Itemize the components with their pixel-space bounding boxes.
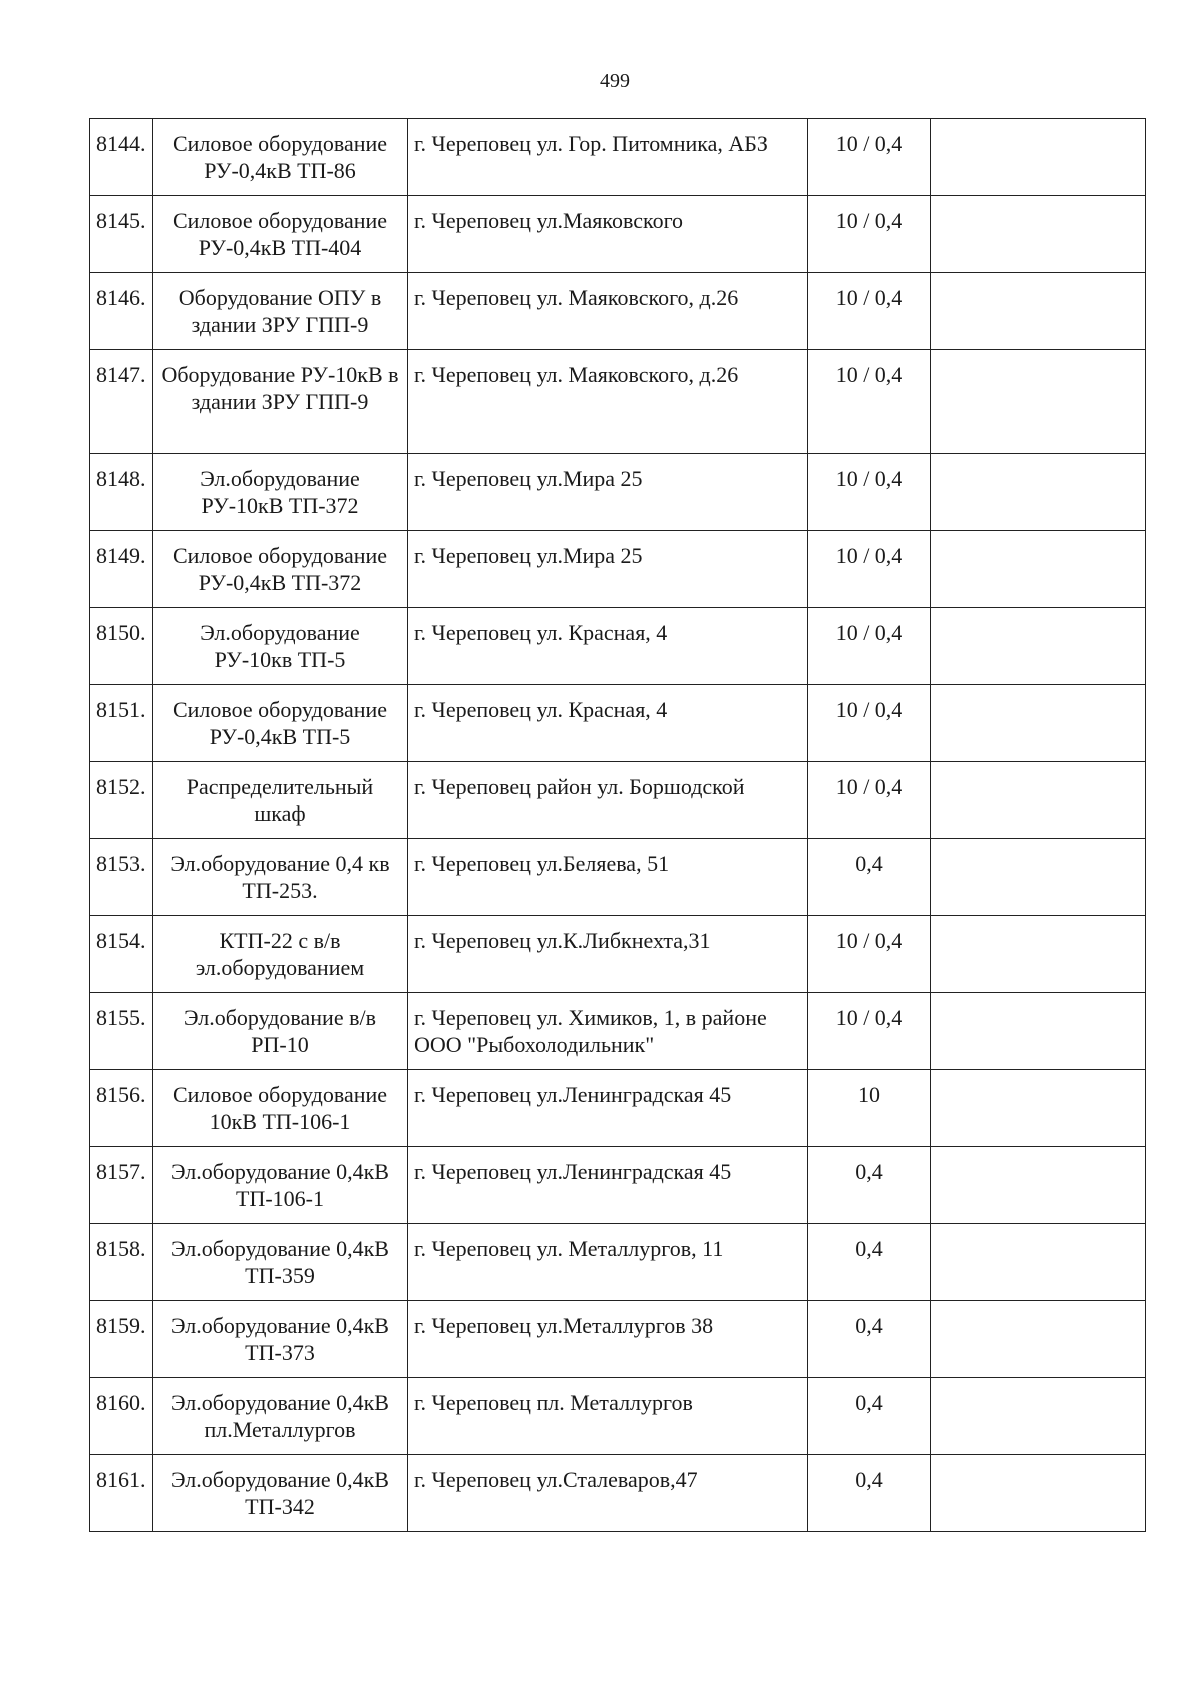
- address-cell: г. Череповец ул.Беляева, 51: [408, 839, 808, 916]
- row-number-cell: 8150.: [90, 608, 153, 685]
- table-row: [90, 993, 1146, 1070]
- equipment-name-cell: Эл.оборудование 0,4кВ пл.Металлургов: [153, 1378, 408, 1455]
- table-row: [90, 1147, 1146, 1224]
- table-row: [90, 839, 1146, 916]
- address-cell: г. Череповец ул. Красная, 4: [408, 685, 808, 762]
- equipment-name-cell: Эл.оборудование в/в РП-10: [153, 993, 408, 1070]
- table-row: [90, 762, 1146, 839]
- voltage-cell: 10 / 0,4: [808, 531, 931, 608]
- voltage-cell: 10 / 0,4: [808, 993, 931, 1070]
- voltage-cell: 10 / 0,4: [808, 762, 931, 839]
- table-row: [90, 196, 1146, 273]
- voltage-cell: 0,4: [808, 1147, 931, 1224]
- equipment-name-cell: Распределительный шкаф: [153, 762, 408, 839]
- extra-cell: [931, 454, 1146, 531]
- extra-cell: [931, 273, 1146, 350]
- extra-cell: [931, 839, 1146, 916]
- voltage-cell: 10 / 0,4: [808, 273, 931, 350]
- voltage-cell: 10 / 0,4: [808, 685, 931, 762]
- voltage-cell: 10 / 0,4: [808, 916, 931, 993]
- equipment-name-cell: Силовое оборудование РУ-0,4кВ ТП-372: [153, 531, 408, 608]
- extra-cell: [931, 1301, 1146, 1378]
- equipment-table: [89, 118, 1146, 1532]
- table-row: [90, 608, 1146, 685]
- voltage-cell: 10 / 0,4: [808, 196, 931, 273]
- row-number-cell: 8154.: [90, 916, 153, 993]
- address-cell: г. Череповец ул.Ленинградская 45: [408, 1147, 808, 1224]
- table-row: [90, 119, 1146, 196]
- extra-cell: [931, 762, 1146, 839]
- address-cell: г. Череповец ул.Мира 25: [408, 531, 808, 608]
- voltage-cell: 0,4: [808, 1301, 931, 1378]
- table-row: [90, 685, 1146, 762]
- table-row: [90, 1224, 1146, 1301]
- address-cell: г. Череповец ул.Ленинградская 45: [408, 1070, 808, 1147]
- voltage-cell: 0,4: [808, 1455, 931, 1532]
- voltage-cell: 10 / 0,4: [808, 350, 931, 454]
- table-row: [90, 1378, 1146, 1455]
- extra-cell: [931, 993, 1146, 1070]
- table-row: [90, 454, 1146, 531]
- table-row: [90, 273, 1146, 350]
- equipment-name-cell: Эл.оборудование РУ-10кВ ТП-372: [153, 454, 408, 531]
- extra-cell: [931, 531, 1146, 608]
- address-cell: г. Череповец район ул. Боршодской: [408, 762, 808, 839]
- equipment-name-cell: Эл.оборудование 0,4кВ ТП-342: [153, 1455, 408, 1532]
- equipment-name-cell: Эл.оборудование 0,4кВ ТП-373: [153, 1301, 408, 1378]
- equipment-name-cell: Оборудование ОПУ в здании ЗРУ ГПП-9: [153, 273, 408, 350]
- extra-cell: [931, 1224, 1146, 1301]
- row-number-cell: 8152.: [90, 762, 153, 839]
- table-row: [90, 531, 1146, 608]
- voltage-cell: 0,4: [808, 839, 931, 916]
- voltage-cell: 0,4: [808, 1378, 931, 1455]
- address-cell: г. Череповец ул.К.Либкнехта,31: [408, 916, 808, 993]
- equipment-name-cell: Оборудование РУ-10кВ в здании ЗРУ ГПП-9: [153, 350, 408, 454]
- row-number-cell: 8157.: [90, 1147, 153, 1224]
- table-row: [90, 350, 1146, 454]
- extra-cell: [931, 1147, 1146, 1224]
- row-number-cell: 8147.: [90, 350, 153, 454]
- extra-cell: [931, 1455, 1146, 1532]
- extra-cell: [931, 119, 1146, 196]
- equipment-name-cell: Силовое оборудование РУ-0,4кВ ТП-5: [153, 685, 408, 762]
- extra-cell: [931, 196, 1146, 273]
- extra-cell: [931, 1378, 1146, 1455]
- voltage-cell: 10 / 0,4: [808, 454, 931, 531]
- equipment-name-cell: Эл.оборудование 0,4кВ ТП-106-1: [153, 1147, 408, 1224]
- extra-cell: [931, 350, 1146, 454]
- row-number-cell: 8144.: [90, 119, 153, 196]
- address-cell: г. Череповец ул.Металлургов 38: [408, 1301, 808, 1378]
- page-number: 499: [600, 70, 630, 92]
- row-number-cell: 8146.: [90, 273, 153, 350]
- voltage-cell: 10 / 0,4: [808, 119, 931, 196]
- address-cell: г. Череповец пл. Металлургов: [408, 1378, 808, 1455]
- row-number-cell: 8160.: [90, 1378, 153, 1455]
- row-number-cell: 8156.: [90, 1070, 153, 1147]
- address-cell: г. Череповец ул.Мира 25: [408, 454, 808, 531]
- row-number-cell: 8153.: [90, 839, 153, 916]
- table-row: [90, 916, 1146, 993]
- equipment-name-cell: КТП-22 с в/в эл.оборудованием: [153, 916, 408, 993]
- row-number-cell: 8159.: [90, 1301, 153, 1378]
- extra-cell: [931, 1070, 1146, 1147]
- address-cell: г. Череповец ул. Маяковского, д.26: [408, 350, 808, 454]
- address-cell: г. Череповец ул. Красная, 4: [408, 608, 808, 685]
- equipment-name-cell: Эл.оборудование 0,4 кв ТП-253.: [153, 839, 408, 916]
- row-number-cell: 8161.: [90, 1455, 153, 1532]
- address-cell: г. Череповец ул.Маяковского: [408, 196, 808, 273]
- equipment-name-cell: Силовое оборудование РУ-0,4кВ ТП-404: [153, 196, 408, 273]
- row-number-cell: 8155.: [90, 993, 153, 1070]
- address-cell: г. Череповец ул. Химиков, 1, в районе ООО "Рыбохолодильник": [408, 993, 808, 1070]
- voltage-cell: 0,4: [808, 1224, 931, 1301]
- voltage-cell: 10: [808, 1070, 931, 1147]
- address-cell: г. Череповец ул. Металлургов, 11: [408, 1224, 808, 1301]
- row-number-cell: 8158.: [90, 1224, 153, 1301]
- equipment-table-body: [90, 119, 1146, 1532]
- equipment-name-cell: Эл.оборудование РУ-10кв ТП-5: [153, 608, 408, 685]
- table-row: [90, 1301, 1146, 1378]
- extra-cell: [931, 685, 1146, 762]
- address-cell: г. Череповец ул.Сталеваров,47: [408, 1455, 808, 1532]
- row-number-cell: 8151.: [90, 685, 153, 762]
- table-row: [90, 1455, 1146, 1532]
- address-cell: г. Череповец ул. Гор. Питомника, АБЗ: [408, 119, 808, 196]
- extra-cell: [931, 916, 1146, 993]
- equipment-name-cell: Силовое оборудование 10кВ ТП-106-1: [153, 1070, 408, 1147]
- address-cell: г. Череповец ул. Маяковского, д.26: [408, 273, 808, 350]
- voltage-cell: 10 / 0,4: [808, 608, 931, 685]
- row-number-cell: 8145.: [90, 196, 153, 273]
- row-number-cell: 8149.: [90, 531, 153, 608]
- extra-cell: [931, 608, 1146, 685]
- equipment-name-cell: Эл.оборудование 0,4кВ ТП-359: [153, 1224, 408, 1301]
- table-row: [90, 1070, 1146, 1147]
- row-number-cell: 8148.: [90, 454, 153, 531]
- equipment-name-cell: Силовое оборудование РУ-0,4кВ ТП-86: [153, 119, 408, 196]
